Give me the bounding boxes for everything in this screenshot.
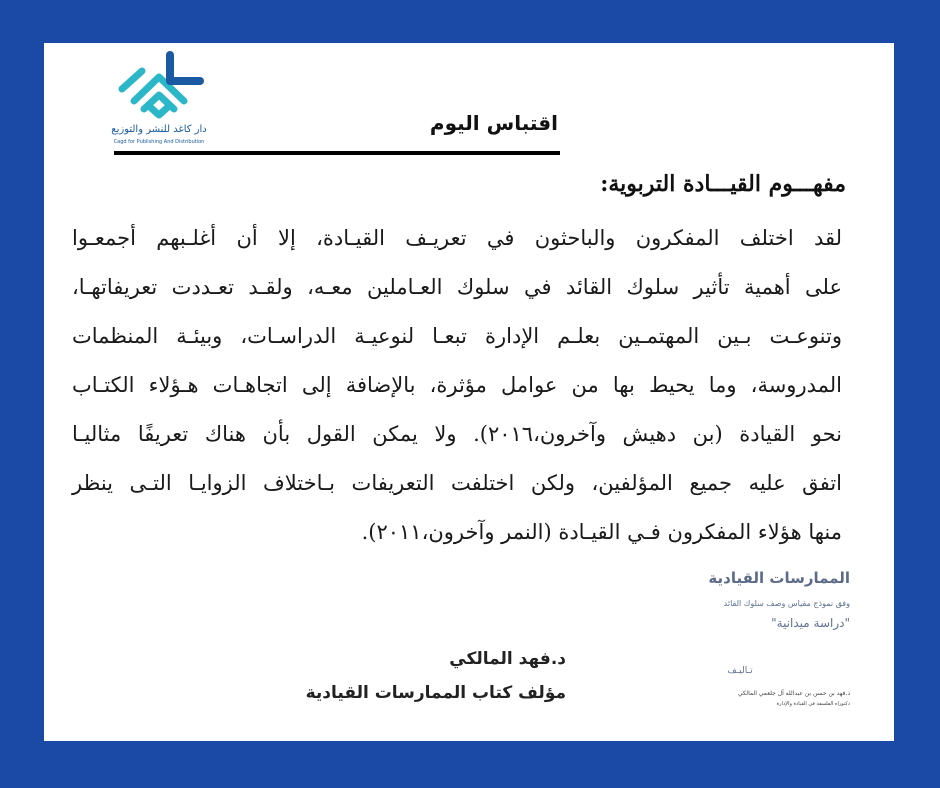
book-subtitle: وفق نموذج مقياس وصف سلوك القائد <box>723 599 850 608</box>
quote-card <box>44 43 894 741</box>
author-description: مؤلف كتاب الممارسات القيادية <box>305 683 566 703</box>
book-authored-label: تـاليـف <box>727 666 753 676</box>
publisher-logo <box>104 51 214 146</box>
paragraph-line: نحو القيادة (بن دهيش وآخرون،٢٠١٦). ولا يمكن القول بأن هناك تعريفًا مثاليـا <box>72 422 842 446</box>
book-study-label: "دراسة ميدانية" <box>771 616 850 630</box>
paragraph-line: اتفق عليه جميع المؤلفين، ولكن اختلفت التعريفات بـاختلاف الزوايـا التـى ينظر <box>72 471 842 495</box>
title-underline <box>114 151 560 155</box>
paragraph-line: على أهمية تأثير سلوك القائد في سلوك العـاملين معـه، ولقـد تعـددت تعريفاتهـا، <box>72 275 842 299</box>
publisher-logo-icon <box>104 51 214 123</box>
page-title: اقتباس اليوم <box>429 111 558 135</box>
author-name: د.فهد المالكي <box>449 649 566 669</box>
paragraph-line: منها هؤلاء المفكرون فـي القيـادة (النمر وآخرون،٢٠١١). <box>361 520 842 544</box>
paragraph-line: وتنوعـت بـين المهتمـين بعلـم الإدارة تبعـا لنوعيـة الدراسـات، وبيئـة المنظمات <box>72 324 842 348</box>
book-author-role: دكتوراه الفلسفة في القيادة والإدارة <box>776 701 850 707</box>
book-cover <box>670 569 850 707</box>
book-author: د.فهد بن حسن بن عبدالله آل جلعمي المالكي <box>737 690 850 697</box>
book-title: الممارسات القيادية <box>708 569 850 587</box>
publisher-subtitle: Cagd for Publishing And Distribution <box>113 139 205 145</box>
publisher-name: دار كاغد للنشر والتوزيع <box>111 124 207 135</box>
paragraph-line: المدروسة، وما يحيط بها من عوامل مؤثرة، بالإضافة إلى اتجاهـات هـؤلاء الكتـاب <box>72 373 842 397</box>
section-heading: مفهـــوم القيـــادة التربوية: <box>600 171 846 197</box>
paragraph-line: لقد اختلف المفكرون والباحثون في تعريـف القيـادة، إلا أن أغلـبهم أجمعـوا <box>72 226 842 250</box>
